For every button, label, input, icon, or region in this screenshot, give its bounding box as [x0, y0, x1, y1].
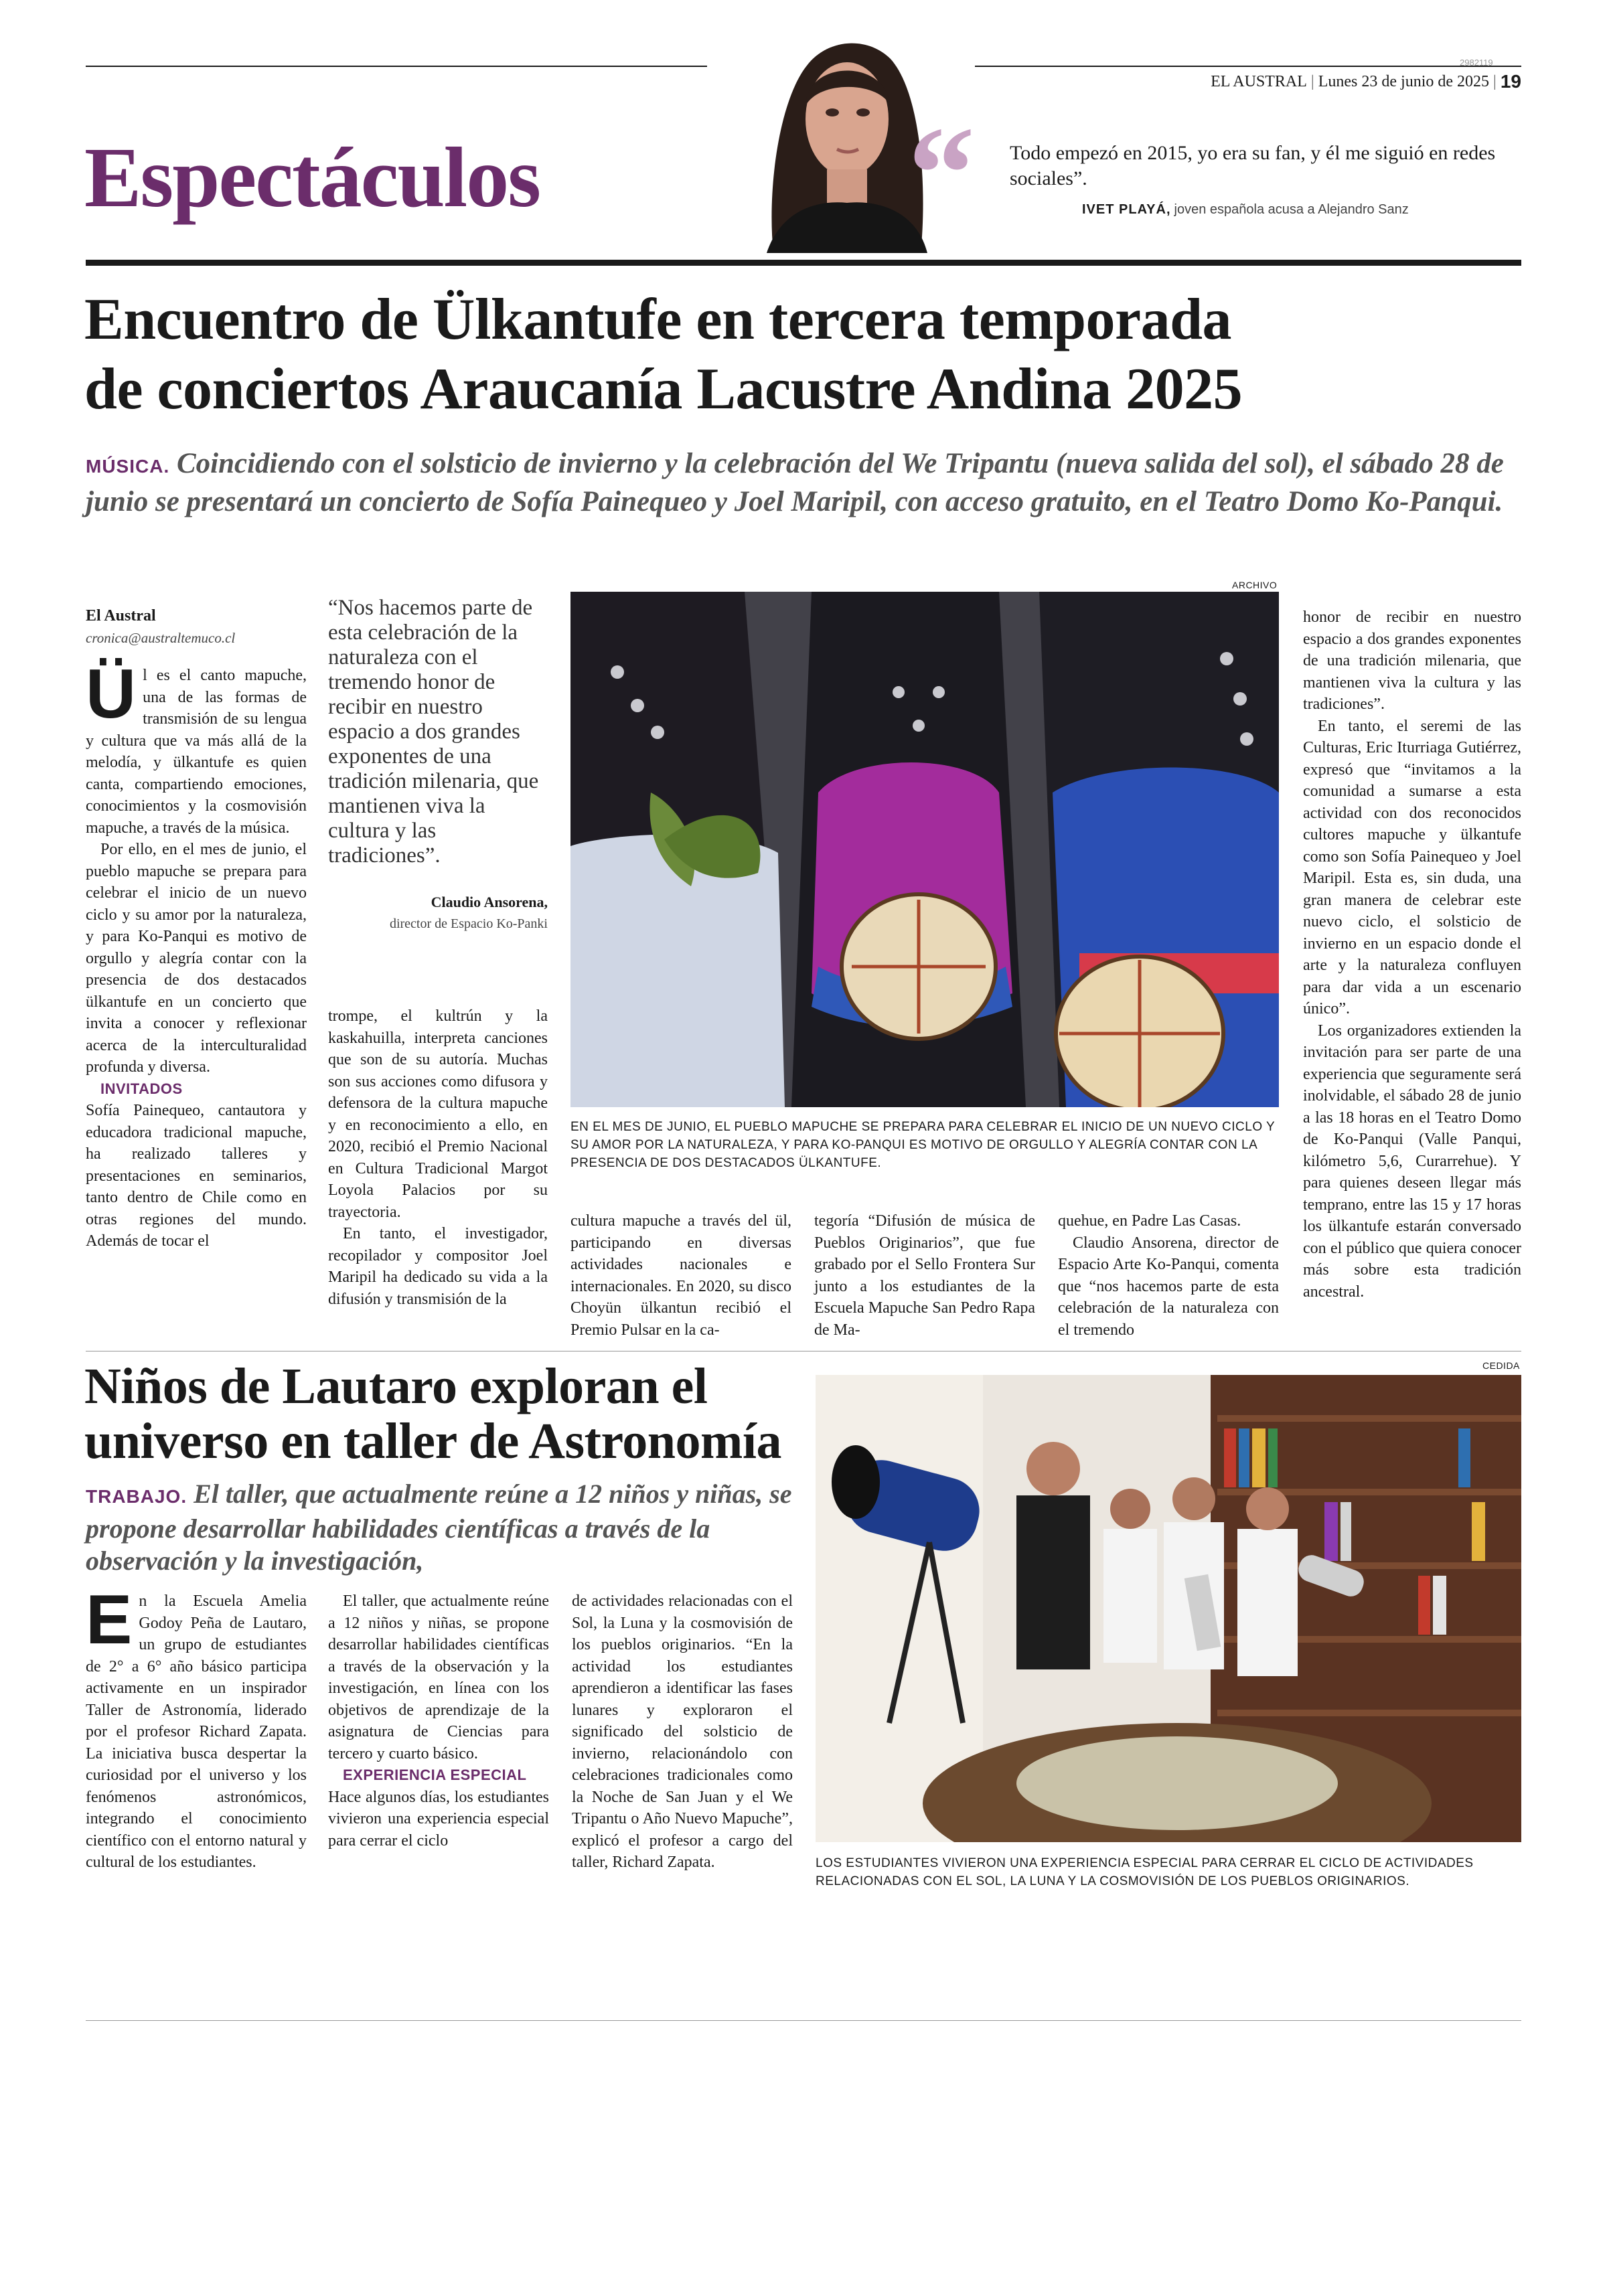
article1-col6-text: honor de recibir en nuestro espacio a dos grandes exponentes de una tradición milenaria, que mantienen viva la cultura y las tradiciones”.	[1303, 608, 1521, 713]
article1-paragraph2: Por ello, en el mes de junio, el pueblo mapuche se prepara para celebrar el inicio de un nuevo ciclo y su amor por la naturaleza, y para Ko-Panqui es motivo de orgullo y alegría contar con la presencia de dos destacados ülkantufe en un concierto que invita a conocer y reflexionar acerca de la interculturalidad profunda y diversa.	[86, 841, 307, 1076]
article1-col4	[814, 1210, 1035, 1341]
article1-kicker: MÚSICA.	[86, 456, 170, 477]
article1-col6-text-b: En tanto, el seremi de las Culturas, Eric Iturriaga Gutiérrez, expresó que “invitamos a la comunidad a sumarse a esta actividad con dos reconocidos cultores mapuche y ülkantufe como son Sofía Painequeo y Joel Maripil. Esta es, sin duda, una gran manera de celebrar este nuevo ciclo, el solsticio de invierno en un espacio donde el arte y la naturaleza confluyen para dar vida a un escenario único”.	[1303, 717, 1521, 1017]
pullquote-attribution	[328, 892, 548, 934]
photo1-caption: EN EL MES DE JUNIO, EL PUEBLO MAPUCHE SE PREPARA PARA CELEBRAR EL INICIO DE UN NUEVO CICLO Y SU AMOR POR LA NATURALEZA, Y PARA KO-PANQUI ES MOTIVO DE ORGULLO Y ALEGRÍA CONTAR CON LA PRESENCIA DE DOS DESTACADOS ÜLKANTUFE.	[570, 1120, 1275, 1170]
article2-col2-text: El taller, que actualmente reúne a 12 niños y niñas, se propone desarrollar habilidades científicas a través de la observación y la investigación, en línea con los objetivos de aprendizaje de la asignatura de Ciencias para tercero y cuarto básico.	[328, 1592, 549, 1762]
quote-mark-icon: “	[908, 100, 975, 248]
photo2-credit: CEDIDA	[1482, 1360, 1520, 1371]
article2-col1	[86, 1581, 307, 1874]
quote-role: joven española acusa a Alejandro Sanz	[1174, 202, 1409, 217]
newspaper-name: EL AUSTRAL	[1211, 72, 1307, 90]
section-title: Espectáculos	[84, 130, 540, 225]
article1-paragraph1: l es el canto mapuche, una de las formas de transmisión de su lengua y cultura que va más allá de la melodía, y ülkantufe es quien canta, compartiendo emociones, conocimientos y la cosmovisión mapuche, a través de la música.	[86, 667, 307, 837]
article1-col6-text-c: Los organizadores extienden la invitación para ser parte de una experiencia que seguramente será inolvidable, el sábado 28 de junio a las 18 horas en el Teatro Domo de Ko-Panqui (Valle Panqui, kilómetro 5,6, Curarrehue). Y para quienes deseen llegar más temprano, entre las 15 y 17 horas los ülkantufe estarán conversado con el público que quiera conocer más sobre esta tradición ancestral.	[1303, 1021, 1521, 1301]
article2-col2-text-b: Hace algunos días, los estudiantes vivieron una experiencia especial para cerrar el ciclo	[328, 1788, 549, 1850]
article1-col2	[328, 1005, 548, 1310]
photo1-credit: ARCHIVO	[1232, 580, 1278, 590]
article1-lead-text: Coincidiendo con el solsticio de invierno y la celebración del We Tripantu (nueva salida del sol), el sábado 28 de junio se presentará un concierto de Sofía Painequeo y Joel Maripil, con acceso gratuito, en el Teatro Domo Ko-Panqui.	[86, 448, 1504, 517]
bottom-rule	[86, 2020, 1521, 2021]
issue-date: Lunes 23 de junio de 2025	[1318, 72, 1490, 90]
article2-headline	[84, 1359, 781, 1469]
page-code: 2982119	[1460, 58, 1493, 68]
article1-headline-line2: de conciertos Araucanía Lacustre Andina 2025	[84, 357, 1243, 422]
article1-paragraph3: Sofía Painequeo, cantautora y educadora tradicional mapuche, ha realizado talleres y presentaciones en seminarios, tanto dentro de Chile como en otras regiones del mundo. Además de tocar el	[86, 1102, 307, 1250]
pullquote: “Nos hacemos parte de esta celebración de la naturaleza con el tremendo honor de recibir en nuestro espacio a dos grandes exponentes de una tradición milenaria, que mantienen viva la cultura y las tradiciones”.	[328, 596, 539, 868]
article2-col1-text: n la Escuela Amelia Godoy Peña de Lautaro, un grupo de estudiantes de 2° a 6° año básico participa activamente en un inspirador Taller de Astronomía, liderado por el profesor Richard Zapata. La iniciativa busca despertar la curiosidad por el universo y los fenómenos astronómicos, integrando el conocimiento científico con el entorno natural y cultural de los estudiantes.	[86, 1592, 307, 1871]
article1-col5	[1058, 1210, 1279, 1341]
article1-headline	[84, 285, 1242, 424]
quote-author: IVET PLAYÁ,	[1082, 202, 1171, 217]
article1-col6	[1303, 606, 1521, 1303]
pullquote-role: director de Espacio Ko-Panki	[389, 916, 548, 931]
article2-headline-line2: universo en taller de Astronomía	[84, 1413, 781, 1469]
page-number: 19	[1500, 71, 1521, 92]
photo2-caption: LOS ESTUDIANTES VIVIERON UNA EXPERIENCIA ESPECIAL PARA CERRAR EL CICLO DE ACTIVIDADES RELACIONADAS CON EL SOL, LA LUNA Y LA COSMOVISIÓN DE LOS PUEBLOS ORIGINARIOS.	[816, 1856, 1474, 1888]
article1-col5-text: quehue, en Padre Las Casas.	[1058, 1212, 1241, 1230]
article2-subhead: EXPERIENCIA ESPECIAL	[343, 1767, 527, 1783]
byline-email: cronica@australtemuco.cl	[86, 629, 236, 646]
article2-lead-text: El taller, que actualmente reúne a 12 niños y niñas, se propone desarrollar habilidades científicas a través de la observación y la investigación,	[86, 1479, 792, 1576]
article1-col3	[570, 1210, 791, 1341]
article1-headline-line1: Encuentro de Ülkantufe en tercera temporada	[84, 287, 1232, 352]
article1-dropcap: Ü	[86, 655, 137, 733]
top-rule-left	[86, 66, 707, 67]
article2-lead	[86, 1478, 795, 1577]
article2-col3-text: de actividades relacionadas con el Sol, la Luna y la cosmovisión de los pueblos originarios. “En la actividad los estudiantes aprendieron a identificar las fases lunares y exploraron el significado del solsticio de invierno, relacionándolo con celebraciones tradicionales como la Noche de San Juan y el We Tripantu o Año Nuevo Mapuche”, explicó el profesor a cargo del taller, Richard Zapata.	[572, 1592, 793, 1871]
top-rule-right	[975, 66, 1521, 67]
folio: EL AUSTRAL | Lunes 23 de junio de 2025 | 19	[1211, 71, 1521, 92]
byline: El Austral	[86, 607, 156, 625]
article2-kicker: TRABAJO.	[86, 1486, 187, 1507]
mapuche-photo	[570, 592, 1279, 1107]
article1-col2-text-b: En tanto, el investigador, recopilador y compositor Joel Maripil ha dedicado su vida a la difusión y transmisión de la	[328, 1225, 548, 1308]
article2-col2	[328, 1590, 549, 1852]
article1-subhead: INVITADOS	[100, 1080, 183, 1097]
article1-col3-text: cultura mapuche a través del ül, participando en diversas actividades nacionales e internacionales. En 2020, su disco Choyün ülkantun recibió el Premio Pulsar en la ca-	[570, 1212, 791, 1339]
header-quote: Todo empezó en 2015, yo era su fan, y él me siguió en redes sociales”.	[1010, 142, 1496, 189]
header-thick-rule	[86, 260, 1521, 266]
astronomy-photo	[816, 1375, 1521, 1842]
article2-dropcap: E	[86, 1581, 133, 1659]
pullquote-author: Claudio Ansorena,	[431, 894, 548, 910]
article2-headline-line1: Niños de Lautaro exploran el	[84, 1358, 708, 1414]
article1-lead	[86, 446, 1521, 519]
article1-col2-text: trompe, el kultrún y la kaskahuilla, interpreta canciones que son de su autoría. Muchas son sus acciones como difusora y defensora de la cultura mapuche y en reconocimiento a ello, en 2020, recibió el Premio Nacional en Cultura Tradicional Margot Loyola Palacios por su trayectoria.	[328, 1007, 548, 1221]
article1-col5-text-b: Claudio Ansorena, director de Espacio Arte Ko-Panqui, comenta que “nos hacemos parte de esta celebración de la naturaleza con el tremendo	[1058, 1234, 1279, 1339]
article1-col1	[86, 605, 307, 1252]
quote-attribution	[1082, 202, 1409, 218]
article1-col4-text: tegoría “Difusión de música de Pueblos Originarios”, que fue grabado por el Sello Frontera Sur junto a los estudiantes de la Escuela Mapuche San Pedro Rapa de Ma-	[814, 1212, 1035, 1339]
article2-col3	[572, 1590, 793, 1874]
